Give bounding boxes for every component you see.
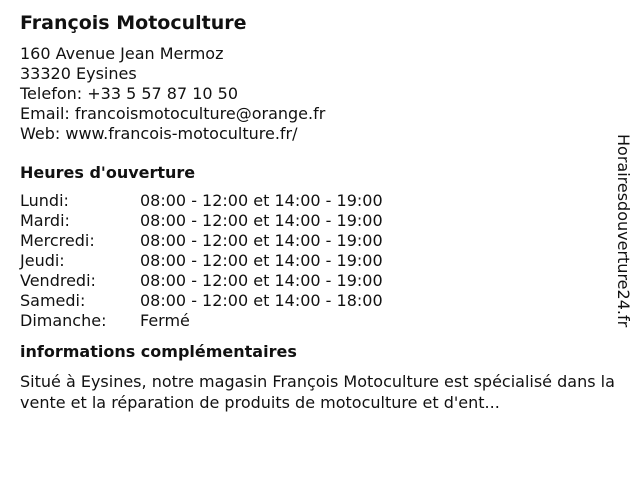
hours-row-sunday [20, 311, 620, 331]
opening-hours-heading: Heures d'ouverture [20, 163, 196, 182]
opening-hours-table [20, 191, 620, 331]
hours-day-label: Jeudi: [20, 251, 65, 270]
hours-day-label: Vendredi: [20, 271, 96, 290]
hours-row-tuesday [20, 211, 620, 231]
website: Web: www.francois-motoculture.fr/ [20, 124, 298, 143]
hours-time-value: 08:00 - 12:00 et 14:00 - 19:00 [140, 191, 383, 210]
hours-time-value: 08:00 - 12:00 et 14:00 - 19:00 [140, 251, 383, 270]
hours-row-wednesday [20, 231, 620, 251]
phone-number: Telefon: +33 5 57 87 10 50 [20, 84, 239, 103]
hours-day-label: Mardi: [20, 211, 70, 230]
hours-row-friday [20, 271, 620, 291]
hours-day-label: Samedi: [20, 291, 86, 310]
hours-row-thursday [20, 251, 620, 271]
business-name: François Motoculture [20, 12, 247, 34]
email-address: Email: francoismotoculture@orange.fr [20, 104, 326, 123]
business-description: Situé à Eysines, notre magasin François Motoculture est spécialisé dans la vente et la réparation de produits de motoculture et d'ent... [20, 372, 615, 412]
hours-day-label: Mercredi: [20, 231, 95, 250]
hours-day-label: Dimanche: [20, 311, 107, 330]
additional-info-heading: informations complémentaires [20, 342, 297, 361]
hours-time-value: 08:00 - 12:00 et 14:00 - 18:00 [140, 291, 383, 310]
hours-time-value: Fermé [140, 311, 190, 330]
hours-row-monday [20, 191, 620, 211]
hours-day-label: Lundi: [20, 191, 69, 210]
business-card [20, 11, 620, 413]
hours-time-value: 08:00 - 12:00 et 14:00 - 19:00 [140, 271, 383, 290]
address-street: 160 Avenue Jean Mermoz [20, 44, 224, 63]
address-city: 33320 Eysines [20, 64, 137, 83]
hours-row-saturday [20, 291, 620, 311]
hours-time-value: 08:00 - 12:00 et 14:00 - 19:00 [140, 211, 383, 230]
hours-time-value: 08:00 - 12:00 et 14:00 - 19:00 [140, 231, 383, 250]
site-watermark: Horairesdouverture24.fr [614, 134, 633, 328]
